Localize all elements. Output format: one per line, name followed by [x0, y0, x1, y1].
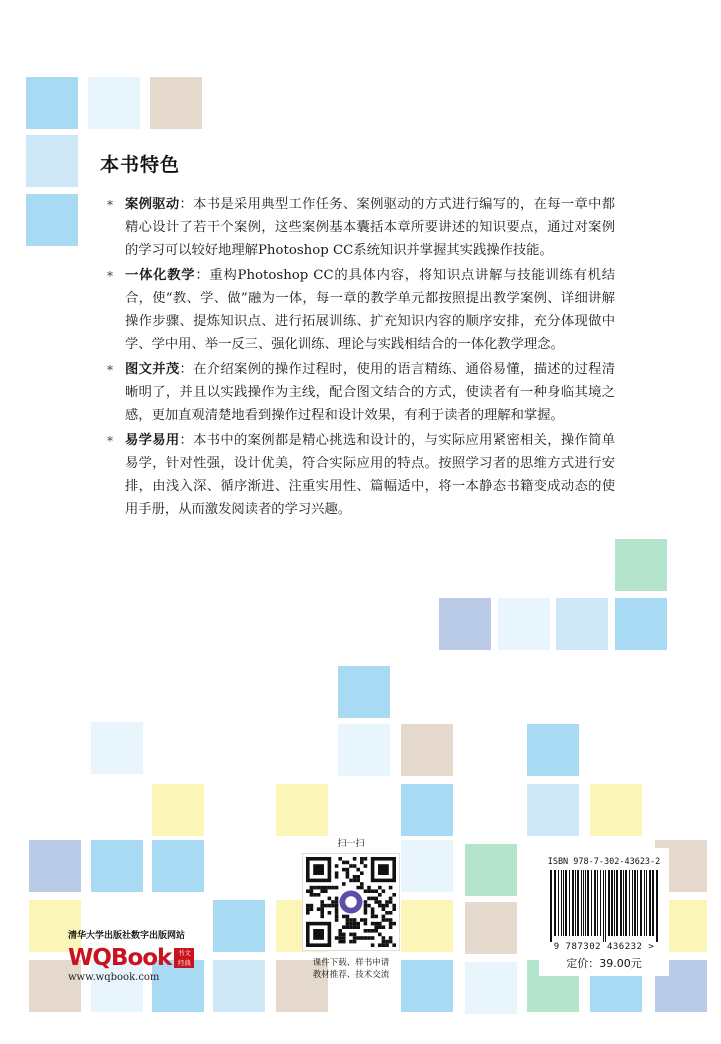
decor-square [401, 784, 453, 836]
decor-square [615, 539, 667, 591]
qr-caption-line: 教材推荐、技术交流 [312, 970, 390, 980]
publisher-website[interactable]: www.wqbook.com [68, 972, 160, 983]
decor-square [91, 840, 143, 892]
qr-caption-bottom [296, 957, 406, 981]
decor-square [590, 784, 642, 836]
qr-code-icon[interactable] [302, 853, 400, 951]
decor-square [152, 784, 204, 836]
feature-text: ：在介绍案例的操作过程时，使用的语言精练、通俗易懂，描述的过程清晰明了，并且以实践操作为主线，配合图文结合的方式，使读者有一种身临其境之感，更加直观清楚地看到操作过程和设计效果，有利于读者的理解和掌握。 [125, 362, 616, 423]
decor-square [401, 724, 453, 776]
list-item [100, 264, 615, 356]
list-item [100, 358, 615, 427]
list-item [100, 429, 615, 521]
decor-square [465, 902, 517, 954]
asterisk-icon: * [107, 434, 113, 448]
feature-text: ：重构Photoshop CC的具体内容，将知识点讲解与技能训练有机结合，使“教、学、做”融为一体，每一章的教学单元都按照提出教学案例、详细讲解操作步骤、提炼知识点、进行拓展训练、扩充知识内容的顺序安排，充分体现做中学、学中用、举一反三、强化训练、理论与实践相结合的一体化教学理念。 [125, 268, 616, 352]
section-heading: 本书特色 [100, 154, 181, 176]
feature-text: ：本书中的案例都是精心挑选和设计的，与实际应用紧密相关，操作简单易学，针对性强，设计优美，符合实际应用的特点。按照学习者的思维方式进行安排，由浅入深、循序渐进、注重实用性、篇幅适中，将一本静态书籍变成动态的使用手册，从而激发阅读者的学习兴趣。 [125, 433, 616, 517]
decor-square [556, 598, 608, 650]
barcode-icon [548, 870, 660, 942]
decor-square [88, 77, 140, 129]
logo-badge: 书文 经典 [174, 948, 194, 968]
feature-term: 易学易用 [125, 433, 180, 448]
decor-square [26, 194, 78, 246]
qr-block [296, 836, 406, 981]
decor-square [338, 724, 390, 776]
barcode-digits: 9 787302 436232 > [553, 942, 655, 952]
features-list [100, 193, 615, 521]
qr-caption-top: 扫一扫 [337, 839, 365, 849]
qr-code-graphic [306, 857, 396, 947]
decor-square [465, 844, 517, 896]
decor-square [527, 784, 579, 836]
decor-square [338, 666, 390, 718]
decor-square [615, 598, 667, 650]
price-text: 定价：39.00元 [566, 957, 642, 970]
feature-term: 案例驱动 [125, 197, 180, 212]
feature-text: ：本书是采用典型工作任务、案例驱动的方式进行编写的，在每一章中都精心设计了若干个案例，这些案例基本囊括本章所要讲述的知识要点，通过对案例的学习可以较好地理解Photoshop CC系统知识并掌握其实践操作技能。 [125, 197, 616, 258]
logo-text: WQBook [68, 945, 172, 971]
barcode-block [539, 848, 669, 976]
decor-square [401, 840, 453, 892]
decor-square [29, 840, 81, 892]
decor-square [91, 722, 143, 774]
decor-square [150, 77, 202, 129]
decor-square [498, 598, 550, 650]
decor-square [26, 77, 78, 129]
features-section [100, 150, 615, 523]
feature-term: 一体化教学 [125, 268, 196, 283]
publisher-block [68, 928, 228, 983]
qr-caption-line: 课件下载、样书申请 [312, 958, 390, 968]
decor-square [401, 960, 453, 1012]
asterisk-icon: * [107, 363, 113, 377]
decor-square [26, 135, 78, 187]
decor-square [276, 784, 328, 836]
publisher-name: 清华大学出版社数字出版网站 [68, 931, 186, 941]
publisher-logo [68, 945, 228, 971]
decor-square [527, 724, 579, 776]
list-item [100, 193, 615, 262]
asterisk-icon: * [107, 269, 113, 283]
feature-term: 图文并茂 [125, 362, 180, 377]
decor-square [152, 840, 204, 892]
decor-square [439, 598, 491, 650]
decor-square [465, 962, 517, 1014]
asterisk-icon: * [107, 198, 113, 212]
decor-square [401, 900, 453, 952]
isbn-text: ISBN 978-7-302-43623-2 [547, 857, 661, 867]
